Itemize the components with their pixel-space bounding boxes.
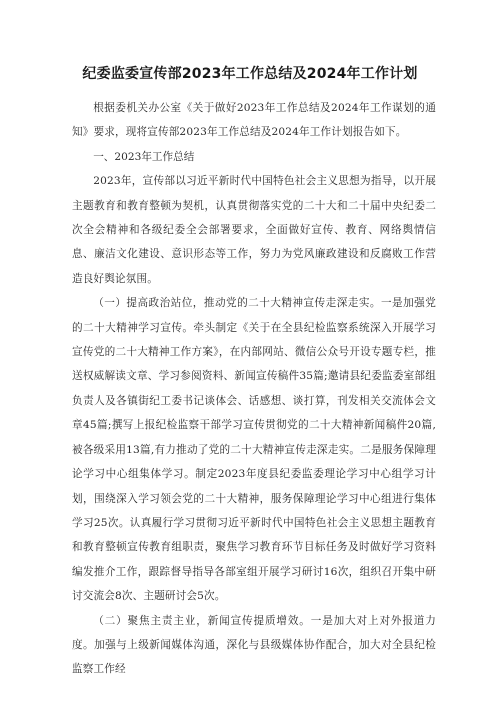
overview-paragraph: 2023年，宣传部以习近平新时代中国特色社会主义思想为指导，以开展主题教育和教育整顿为契机，认真贯彻落实党的二十大和二十届中央纪委二次全会精神和各级纪委全会部署要求，全面做好宣传、教育、网络舆情信息、廉洁文化建设、意识形态等工作，努力为党风廉政建设和反腐败工作营造良好舆论氛围。 xyxy=(72,175,436,285)
item2-paragraph: （二）聚焦主责主业，新闻宣传提质增效。一是加大对上对外报道力度。加强与上级新闻媒体沟通，深化与县级媒体协作配合，加大对全县纪检监察工作经 xyxy=(72,614,436,676)
document-body xyxy=(72,96,436,682)
intro-paragraph: 根据委机关办公室《关于做好2023年工作总结及2024年工作谋划的通知》要求，现将宣传部2023年工作总结及2024年工作计划报告如下。 xyxy=(72,102,436,139)
item1-paragraph: （一）提高政治站位，推动党的二十大精神宣传走深走实。一是加强党的二十大精神学习宣传。牵头制定《关于在全县纪检监察系统深入开展学习宣传党的二十大精神工作方案》，在内部网站、微信公众号开设专题专栏，推送权威解读文章、学习参阅资料、新闻宣传稿件35篇;邀请县纪委监委室部组负责人及各镇街纪工委书记谈体会、话感想、谈打算，刊发相关交流体会文章45篇;撰写上报纪检监察干部学习宣传贯彻党的二十大精神新闻稿件20篇,被各级采用13篇,有力推动了党的二十大精神宣传走深走实。二是服务保障理论学习中心组集体学习。制定2023年度县纪委监委理论学习中心组学习计划，围绕深入学习领会党的二十大精神，服务保障理论学习中心组进行集体学习25次。认真履行学习贯彻习近平新时代中国特色社会主义思想主题教育和教育整顿宣传教育组职责，聚焦学习教育环节目标任务及时做好学习资料编发推介工作，跟踪督导指导各部室组开展学习研讨16次，组织召开集中研讨交流会8次、主题研讨会5次。 xyxy=(72,297,436,603)
section-heading: 一、2023年工作总结 xyxy=(93,150,195,163)
document-title: 纪委监委宣传部2023年工作总结及2024年工作计划 xyxy=(82,66,418,82)
